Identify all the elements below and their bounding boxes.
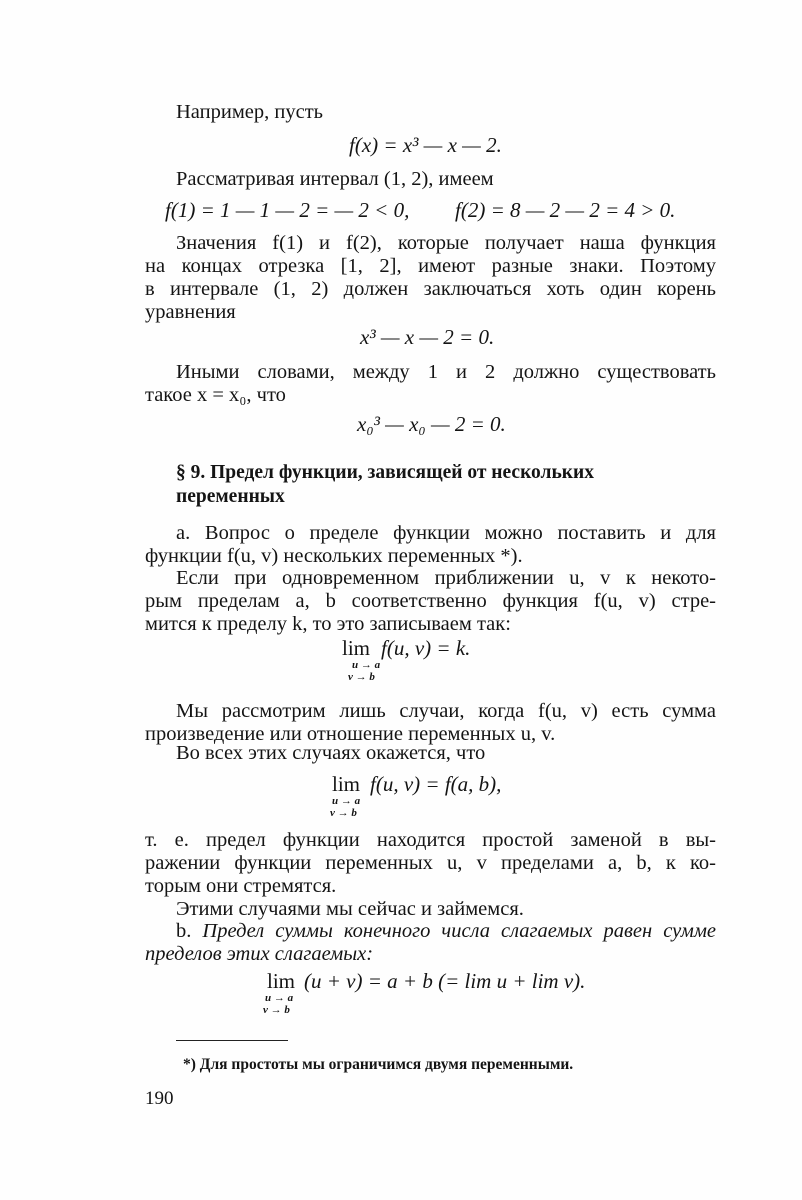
formula-f2-value: f(2) = 8 — 2 — 2 = 4 > 0. — [455, 198, 676, 222]
limit-expression-sum: (u + v) = a + b (= lim u + lim v). — [304, 969, 586, 993]
footnote: *) Для простоты мы ограничимся двумя переменными. — [183, 1056, 574, 1073]
section-heading: § 9. Предел функции, зависящей от нескольких переменных — [176, 462, 595, 507]
formula-f1-value: f(1) = 1 — 1 — 2 = — 2 < 0, — [165, 198, 410, 222]
paragraph-substitution: т. е. предел функции находится простой заменой в вы- ражении функции переменных u, v пределами a, b, к ко- торым они стремятся. — [145, 829, 716, 897]
footnote-rule — [176, 1040, 288, 1041]
item-label-b: b. — [176, 920, 192, 942]
paragraph-all-cases: Во всех этих случаях окажется, что — [176, 742, 486, 764]
limit-expression-fab: f(u, v) = f(a, b), — [370, 772, 502, 796]
formula-root-equation: x₀³ — x₀ — 2 = 0. — [357, 412, 506, 436]
paragraph-these-cases: Этими случаями мы сейчас и займемся. — [176, 898, 524, 920]
paragraph-a: a. Вопрос о пределе функции можно поставить и для функции f(u, v) нескольких переменных *). — [145, 522, 716, 567]
paragraph-interval: Рассматривая интервал (1, 2), имеем — [176, 168, 494, 190]
paragraph-cases: Мы рассмотрим лишь случаи, когда f(u, v) есть сумма произведение или отношение переменных u, v. — [145, 700, 716, 745]
page-number: 190 — [145, 1088, 174, 1109]
limit-formula-sum: lim u → a v → b — [263, 969, 296, 1016]
paragraph-b: b. Предел суммы конечного числа слагаемых равен сумме пределов этих слагаемых: — [145, 920, 716, 965]
limit-formula-fab: lim u → a v → b — [330, 772, 361, 819]
paragraph-values: Значения f(1) и f(2), которые получает наша функция на концах отрезка [1, 2], имеют разные знаки. Поэтому в интервале (1, 2) должен заключаться хоть один корень уравнения — [145, 232, 716, 323]
paragraph-in-other-words: Иными словами, между 1 и 2 должно существовать такое x = x₀, что — [145, 361, 716, 406]
limit-formula-k: lim u → a v → b — [342, 636, 381, 683]
formula-f-definition: f(x) = x³ — x — 2. — [349, 133, 502, 157]
paragraph-example-intro: Например, пусть — [176, 101, 324, 123]
paragraph-approach: Если при одновременном приближении u, v к некото- рым пределам a, b соответственно функция f(u, v) стре- мится к пределу k, то это записываем так: — [145, 567, 716, 635]
formula-equation: x³ — x — 2 = 0. — [360, 325, 495, 349]
limit-expression-k: f(u, v) = k. — [381, 636, 471, 660]
